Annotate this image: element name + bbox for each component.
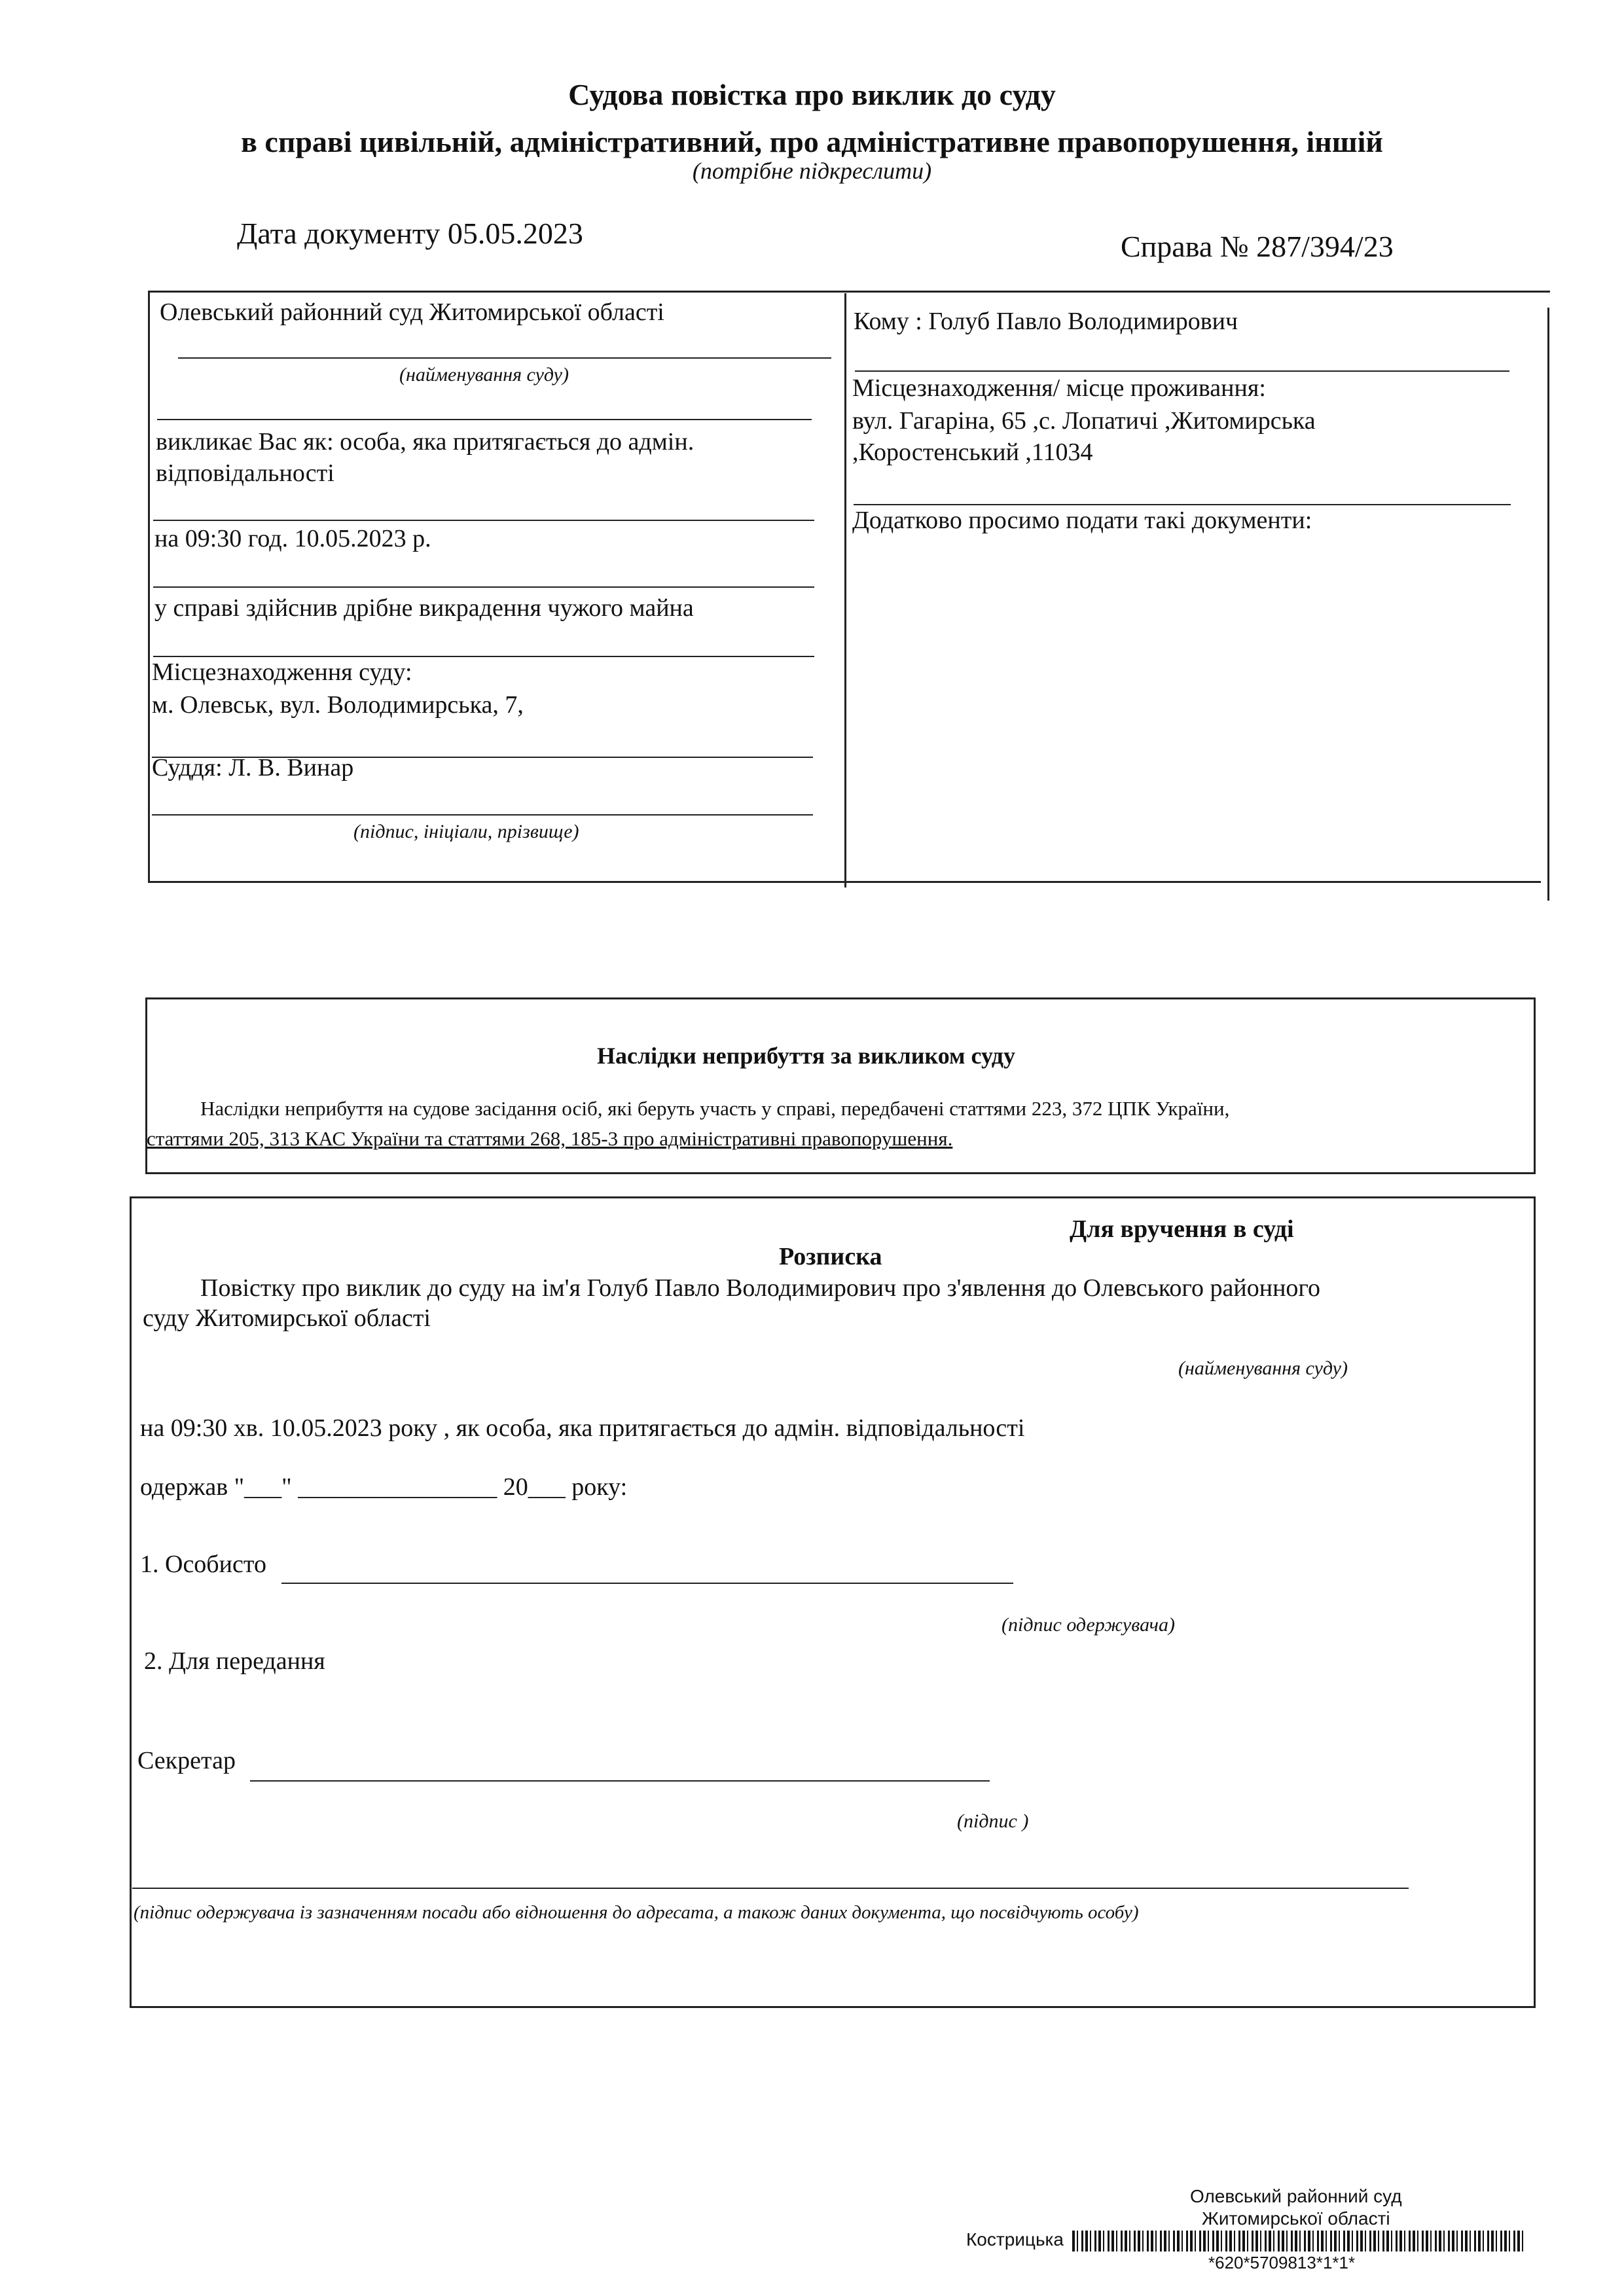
court-caption: (найменування суду) (399, 364, 569, 386)
table-left-border (148, 291, 150, 881)
title-note: (потрібне підкреслити) (692, 158, 932, 184)
case-matter: у справі здійснив дрібне викрадення чужого майна (154, 594, 694, 622)
address-label: Місцезнаходження/ місце проживання: (852, 374, 1266, 402)
received-line: одержав "___" ________________ 20___ року: (140, 1473, 628, 1501)
address-line-2: ,Коростенський ,11034 (852, 439, 1093, 466)
title-line-1: Судова повістка про виклик до суду (568, 78, 1056, 111)
receipt-title: Розписка (779, 1243, 882, 1270)
court-name: Олевський районний суд Житомирської області (160, 298, 664, 326)
table-top-border (149, 291, 1550, 293)
stamp-clerk: Кострицька (966, 2229, 1064, 2250)
judge-caption: (підпис, ініціали, прізвище) (353, 821, 579, 842)
recipient-underline (855, 370, 1509, 372)
secretary-signature-caption: (підпис ) (957, 1810, 1029, 1832)
barcode (1072, 2231, 1524, 2251)
row-divider-3 (153, 586, 814, 588)
secretary-signature-line (250, 1780, 990, 1782)
personally-label: 1. Особисто (140, 1551, 266, 1578)
receipt-time-line: на 09:30 хв. 10.05.2023 року , як особа, яка притягається до адмін. відповідальності (140, 1414, 1025, 1442)
barcode-number: *620*5709813*1*1* (1208, 2253, 1356, 2272)
secretary-label: Секретар (137, 1747, 236, 1774)
title-line-2: в справі цивільній, адміністративний, про адміністративне правопорушення, іншій (241, 125, 1383, 158)
court-underline (178, 357, 831, 359)
document-date: Дата документу 05.05.2023 (237, 217, 583, 250)
summons-role-line-2: відповідальності (156, 459, 334, 487)
stamp-court-line-2: Житомирської області (1202, 2208, 1390, 2229)
summons-role-line-1: викликає Вас як: особа, яка притягається до адмін. (156, 428, 695, 456)
recipient-name: Кому : Голуб Павло Володимирович (854, 308, 1238, 335)
case-number: Справа № 287/394/23 (1121, 230, 1394, 263)
court-location-label: Місцезнаходження суду: (152, 658, 412, 686)
receipt-line-1: Повістку про виклик до суду на ім'я Голуб Павло Володимирович про з'явлення до Олевського районного (200, 1274, 1321, 1302)
court-location-value: м. Олевськ, вул. Володимирська, 7, (152, 691, 524, 719)
recipient-signature-caption: (підпис одержувача) (1001, 1614, 1175, 1636)
for-court-label: Для вручення в суді (1070, 1215, 1294, 1243)
judge-name: Суддя: Л. В. Винар (152, 754, 354, 781)
footer-caption: (підпис одержувача із зазначенням посади або відношення до адресата, а також даних документа, що посвідчують особу) (134, 1902, 1139, 1923)
footer-signature-line (132, 1888, 1409, 1889)
hearing-time: на 09:30 год. 10.05.2023 р. (154, 525, 431, 552)
table-middle-divider (844, 293, 846, 888)
table-right-border (1547, 308, 1549, 901)
consequences-text-line-2: статтями 205, 313 КАС України та статтями 268, 185-3 про адміністративні правопорушення. (147, 1127, 953, 1150)
row-divider-1 (157, 419, 812, 420)
for-transfer-label: 2. Для передання (144, 1647, 325, 1675)
address-line-1: вул. Гагаріна, 65 ,с. Лопатичі ,Житомирська (852, 407, 1316, 435)
row-divider-2 (153, 520, 814, 521)
documents-label: Додатково просимо подати такі документи: (852, 507, 1312, 534)
consequences-text-line-1: Наслідки неприбуття на судове засідання осіб, які беруть участь у справі, передбачені статтями 223, 372 ЦПК України, (200, 1097, 1230, 1120)
receipt-court-caption: (найменування суду) (1178, 1357, 1348, 1379)
personally-signature-line (281, 1583, 1013, 1584)
stamp-court-line-1: Олевський районний суд (1190, 2186, 1402, 2206)
judge-underline (152, 814, 813, 816)
receipt-line-2: суду Житомирської області (143, 1304, 431, 1332)
consequences-title: Наслідки неприбуття за викликом суду (597, 1043, 1015, 1069)
